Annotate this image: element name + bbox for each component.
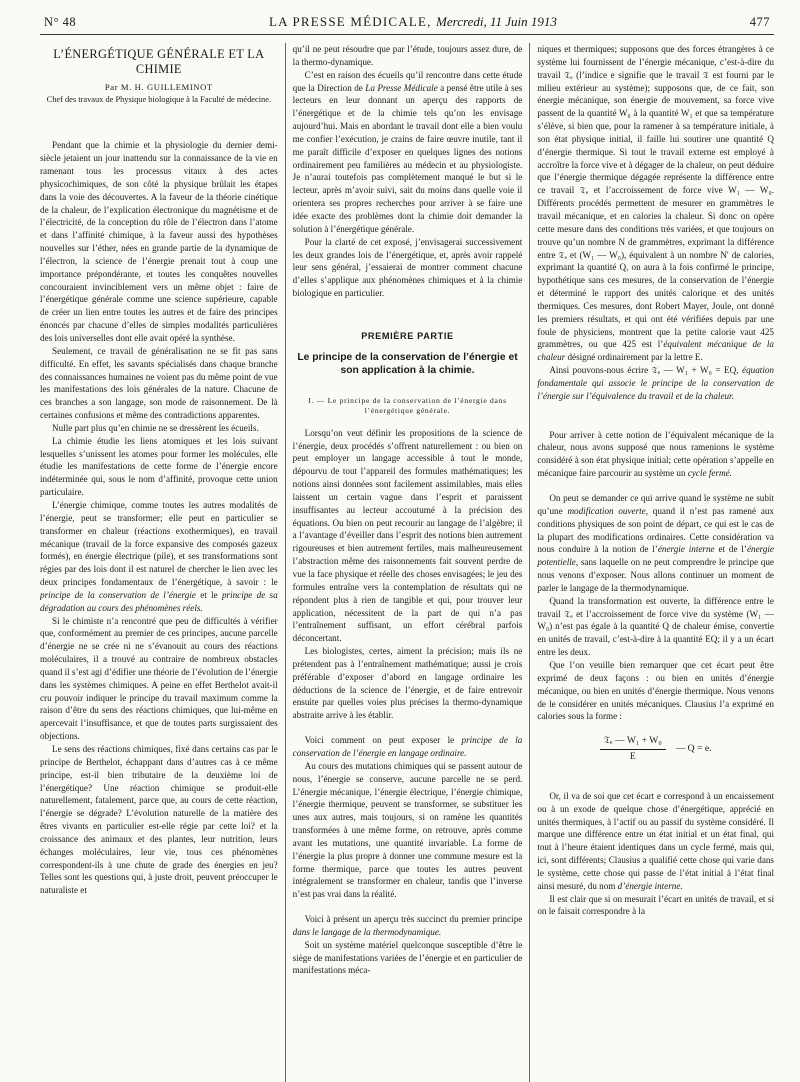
text-span: quand il n’est pas ramené aux conditions physiques de son point de départ, ce qui est le cas de la plupart des modifications ordinaires. Cette considération va nous conduire à la notion de l’ — [537, 505, 774, 555]
paragraph — [537, 492, 774, 595]
paragraph: Nulle part plus qu’en chimie ne se dressèrent les écueils. — [52, 422, 259, 433]
italic-text: d’énergie interne. — [617, 880, 683, 891]
paragraph — [537, 790, 774, 893]
page-header — [40, 14, 774, 30]
formula-fraction — [600, 735, 666, 764]
paragraph: Si le chimiste n’a rencontré que peu de difficultés à vérifier que, conformément au premier de ces principes, aucune parcelle d’énergie ne se crée ni ne s’évanouit au cours des réactions moléculaires, il a trouvé au contraire de nombreux obstacles quand il s’est agi d’édifier une théorie de l’évolution de l’énergie dans les systèmes chimiques. A peine en effet Berthelot avait-il cru pouvoir indiquer le principe du travail maximum comme la raison d’être du sens des réactions chimiques, que lui-même en apercevait l’insuffisance, et que de toutes parts surgissaient des objections. — [40, 615, 278, 742]
paragraph — [537, 43, 774, 364]
text-span: Voici comment on peut exposer le — [304, 735, 462, 746]
italic-text: principe de sa dégradation au cours des phénomènes réels. — [40, 589, 278, 613]
formula-numerator: 𝔗ₑ — W₁ + W₀ — [600, 735, 666, 750]
italic-text: énergie interne — [657, 544, 715, 555]
text-span: On peut se demander ce qui arrive quand le système ne subit qu’une — [537, 493, 774, 516]
italic-text: équivalent mécanique de la chaleur — [537, 339, 774, 363]
paragraph — [537, 429, 774, 480]
section-heading: I. — Le principe de la conservation de l’énergie dans l’énergétique générale. — [308, 395, 507, 416]
article-author: Par M. H. GUILLEMINOT — [104, 82, 213, 92]
paragraph: Pour la clarté de cet exposé, j’envisagerai successivement les deux grandes lois de l’énergétique, et, après avoir rappelé leur sens général, j’essaierai de montrer comment chacune d’elles s’applique aux phénomènes chimiques et à la chimie biologique en particulier. — [292, 236, 523, 299]
article-title: L’ÉNERGÉTIQUE GÉNÉRALE ET LA CHIMIE — [53, 47, 265, 76]
text-span: Voici à présent un aperçu très succinct du premier principe — [304, 914, 523, 925]
text-span: Ainsi pouvons-nous écrire 𝔗ₑ — W₁ + W₀ = EQ, — [549, 365, 743, 376]
part-subheading: Le principe de la conservation de l’énergie et son application à la chimie. — [297, 351, 518, 377]
text-span: Or, il va de soi que cet écart e correspond à un encaissement ou à un exode de quelque chose d’énergétique, apprécié en unités thermiques, à l’actif ou au passif du système considéré. Il marque une différence entre un état initial et un état final, qui tout à l’heure étaient identiques dans un cycle fermé, mais qui, ici, sont différents; Clausius a qualifié cette chose qui varie dans le système, cette chose qui passe de l’état initial à l’état final ainsi mesuré, du nom — [537, 790, 774, 891]
paragraph: Le sens des réactions chimiques, fixé dans certains cas par le principe de Berthelot, échappant dans d’autres cas à ce même principe, est-il bien tributaire de la deuxième loi de l’énergétique? Une réaction chimique se produit-elle naturellement, fatalement, parce que, au cours de cette réaction, l’énergie se dégrade? L’évolution naturelle de la matière des êtres vivants en particulier est-elle régie par cette loi? et la croissance des animaux et des plantes, leur nutrition, leurs échanges moléculaires, leur vie, tous ces phénomènes correspondent-ils à une chute de grade des énergies en jeu? Telles sont les questions qui, à juste droit, peuvent préoccuper le naturaliste et — [40, 744, 278, 896]
paragraph: Seulement, ce travail de généralisation ne se fit pas sans difficulté. En effet, les savants spécialisés dans chaque branche des connaissances humaines ne voient pas du même point de vue les manifestations des lois générales de la nature. Chacune de ces branches a son langage, son mode de raisonnement. De là certaines confusions et même des contradictions apparentes. — [40, 345, 278, 421]
italic-text: principe de la conservation de l’énergie — [40, 589, 196, 600]
header-rule — [40, 34, 774, 35]
spacer — [293, 901, 523, 913]
paragraph: La chimie étudie les liens atomiques et les lois suivant lesquelles s’unissent les atomes pour former les molécules, elle étudie les manifestations de cette forme de l’énergie encore indéterminée qui, sous le nom d’affinité, provoque cette union particulaire. — [40, 435, 278, 498]
paragraph — [537, 364, 774, 403]
paragraph: Au cours des mutations chimiques qui se passent autour de nous, l’énergie se conserve, aucune parcelle ne se perd. L’énergie mécanique, l’énergie électrique, l’énergie chimique, l’énergie thermique, peuvent se transformer, se substituer les unes aux autres, mais toujours, si on ramène les quantités transformées à une même forme, on retrouve, après comme avant les mutations, une quantité invariable. La forme de l’énergie la plus propre à donner une commune mesure est la forme thermique, parce que toutes les autres peuvent intégralement se transformer en chaleur, tandis que l’inverse n’est pas vrai dans la réalité. — [292, 760, 523, 900]
paragraph: Pendant que la chimie et la physiologie du dernier demi-siècle jetaient un jour inattendu sur la connaissance de la vie en ramenant tous les processus vitaux à des actes physicochimiques, de son côté la physique brûlait les étapes dans la voie des découvertes. A la faveur de la théorie cinétique de la chaleur, de l’explication électronique du magnétisme et de l’électricité, de la conception du rôle de l’électron dans l’atome et dans l’affinité chimique, à la faveur aussi des hypothèses nouvelles sur l’éther, nées en grande partie de la dynamique de l’électron, la science de l’énergie prenait tout à coup une importance prépondérante, et toutes les conquêtes nouvelles concouraient invinciblement vers un même objet : faire de l’énergétique générale comme une science supérieure, capable de créer un lien entre toutes les autres et de faire des principes énoncés par chacune d’elles de simples modalités particulières des lois universelles dont elle avait opéré la synthèse. — [40, 140, 278, 343]
issue-number: N° 48 — [44, 15, 77, 29]
spacer — [537, 403, 774, 429]
spacer — [537, 480, 774, 492]
paragraph — [293, 69, 523, 236]
text-columns — [40, 43, 774, 1082]
paragraph: Que l’on veuille bien remarquer que cet écart peut être exprimé de deux façons : ou bien en unités d’énergie mécanique, ou bien en unités d’énergie thermique. Nous venons de le considérer en unités mécaniques. Clausius l’a exprimé en calories sous la forme : — [537, 659, 774, 722]
author-affiliation: Chef des travaux de Physique biologique à la Faculté de médecine. — [46, 94, 272, 104]
italic-text: énergie potentielle, — [537, 544, 774, 568]
paragraph: Quand la transformation est ouverte, la différence entre le travail 𝔗ₑ et l’accroissement de force vive du système (W₁ — W₀) n’est pas égale à la quantité Q de chaleur émise, convertie en unités de travail, c’est-à-dire à la quantité EQ; il y a un écart entre les deux. — [537, 595, 774, 658]
text-span: désigné ordinairement par la lettre E. — [565, 352, 703, 363]
column-2 — [285, 43, 530, 1082]
text-span: sans laquelle on ne peut comprendre le principe que nous venons d’exposer. Nous allons continuer un moment de parler le langage de la thermodynamique. — [537, 557, 774, 593]
paragraph: Les biologistes, certes, aiment la précision; mais ils ne prétendent pas à l’entraînement mathématique; aussi je crois préférable d’exposer d’abord en langage ordinaire les déductions de la science de l’énergie, et de faire entrevoir ensuite par quelles voies plus précises la thermo-dynamique abstraite arrive à les établir. — [292, 646, 523, 721]
paragraph — [293, 913, 523, 939]
part-heading: PREMIÈRE PARTIE — [361, 330, 454, 341]
issue-date: Mercredi, 11 Juin 1913 — [436, 14, 557, 29]
page-number: 477 — [749, 15, 770, 29]
text-span: niques et thermiques; supposons que des forces étrangères à ce système lui fournissent de l’énergie mécanique, c’est-à-dire du travail 𝔗ₑ (l’indice e signifie que le travail 𝔗 est fourni par le milieu extérieur au système); supposons que, de ce fait, son énergie mécanique, son énergie de mouvement, sa force vive passent de la quantité W₀ à la quantité W₁ et que sa température s’élève, si bien que, pour la ramener à sa température initiale, à son état physique initial, il faille lui soutirer une quantité Q d’énergie thermique. Si tout le travail externe est employé à accroître la force vive et à dégager de la chaleur, on peut déduire que l’énergie thermique dégagée représente la différence entre ce travail 𝔗ₑ et l’accroissement de force vive W₁ — W₀. Différents procédés permettent de mesurer en grammètres le travail mécanique, et en calories la chaleur. Si donc on opère cette mesure dans des conditions très variées, et que toujours on trouve qu’un nombre N de grammètres, exprimant la différence entre 𝔗ₑ et (W₁ — W₀), équivalent à un nombre N′ de calories, exprimant la quantité Q, on aura à la fois confirmé le principe, hypothétique sans ces mesures, de la conservation de l’énergie et déterminé le rapport des unités calorique et des unités thermiques. Ces mesures, dont Robert Mayer, Joule, ont donné les premiers résultats, et qui ont été vérifiées depuis par une foule de physiciens, montrent que la petite calorie vaut 425 grammètres, ou que 425 est l’ — [537, 44, 774, 350]
italic-text: principe de la conservation de l’énergie en langage ordinaire. — [292, 735, 523, 758]
column-3 — [529, 43, 774, 1082]
italic-text: La Presse Médicale — [365, 82, 438, 93]
journal-name: LA PRESSE MÉDICALE, — [269, 14, 432, 29]
italic-text: équation fondamentale qui associe le principe de la conservation de l’énergie sur l’équivalence du travail et de la chaleur. — [537, 365, 774, 401]
italic-text: dans le langage de la thermodynamique. — [292, 926, 442, 937]
paragraph: qu’il ne peut résoudre que par l’étude, toujours assez dure, de la thermo-dynamique. — [292, 44, 523, 67]
column-1 — [40, 43, 285, 1082]
text-span: L’énergie chimique, comme toutes les autres modalités de l’énergie, peut se transformer; elle peut en particulier se transformer en chaleur (réactions exothermiques), en travail mécanique (travail de la force expansive des composés gazeux formés), en énergie électrique (pile), et ses transformations sont régies par des lois dont il est naturel de chercher le lien avec les deux principes fondamentaux de l’énergétique, à savoir : le — [40, 499, 278, 588]
italic-text: modification ouverte, — [567, 505, 649, 516]
journal-masthead — [269, 14, 557, 30]
paragraph: Soit un système matériel quelconque susceptible d’être le siège de manifestations variées de l’énergie et en particulier de manifestations méca- — [292, 939, 523, 976]
formula-rhs: — Q = e. — [675, 743, 712, 755]
paragraph: Lorsqu’on veut définir les propositions de la science de l’énergie, deux procédés s’offrent naturellement : ou bien on peut employer un langage accessible à tout le monde, dépourvu de tout l’appareil des formules mathématiques; les notions ainsi données sont facilement assimilables, mais elles laissent un certain vague dans l’esprit et paraissent insuffisantes au lecteur accoutumé à la précision des équations. Ou bien on peut recourir au langage de l’algèbre; il a l’avantage d’éveiller dans l’esprit des notions bien autrement rigoureuses et bien autrement fertiles, mais malheureusement l’abstraction même des raisonnements fait souvent perdre de vue la face physique et réelle des choses envisagées; le jeu des formules entraîne vers la contemplation de résultats qui ne répondent plus à rien de tangible et qui, pour trouver leur application, nécessitent de la part de qui n’a pas l’entraînement suffisant, un effort cérébral parfois déconcertant. — [292, 427, 523, 644]
formula-denominator: E — [629, 751, 636, 763]
paragraph — [293, 734, 523, 760]
text-span: a pensé être utile à ses lecteurs en leur donnant un aperçu des rapports de l’énergétique et de la chimie tels qu’on les envisage aujourd’hui. Mais en abordant le travail dont elle a bien voulu me confier l’exécution, je crains de faire œuvre inutile, tant il me paraît difficile d’exposer en quelques lignes des notions ordinairement peu familières au médecin et au physiologiste. Je n’aurai toutefois pas complètement manqué le but si le lecteur, après m’avoir suivi, sait du moins dans quelle voie il orientera ses propres recherches pour arriver à se faire une idée exacte des problèmes dont la chimie doit demander la solution à l’énergétique générale. — [292, 82, 523, 234]
italic-text: cycle fermé. — [687, 468, 732, 479]
text-span: et de l’ — [714, 544, 747, 555]
text-span: Pour arriver à cette notion de l’équivalent mécanique de la chaleur, nous avons supposé que nous ramenions le système considéré à son état physique initial; cette opération s’appelle en mécanique faire parcourir au système un — [537, 429, 774, 479]
spacer — [293, 722, 523, 734]
text-span: C’est en raison des écueils qu’il rencontre dans cette étude que la Direction de — [292, 69, 523, 93]
paragraph — [40, 499, 278, 615]
text-span: et le — [195, 589, 222, 600]
clausius-formula — [537, 735, 774, 764]
paragraph: Il est clair que si on mesurait l’écart en unités de travail, et si on le faisait correspondre à la — [537, 893, 774, 917]
